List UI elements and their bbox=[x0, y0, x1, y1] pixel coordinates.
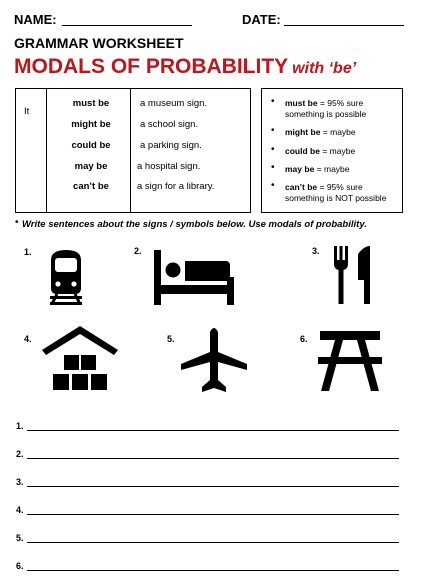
note-item: could be = maybe bbox=[285, 146, 356, 156]
answer-number: 3. bbox=[16, 477, 24, 487]
table-divider-2 bbox=[130, 88, 131, 213]
note-item: may be = maybe bbox=[285, 164, 350, 174]
date-field[interactable] bbox=[284, 25, 404, 26]
sign-number: 1. bbox=[24, 247, 32, 257]
answer-line[interactable] bbox=[27, 542, 399, 543]
fork-knife-icon bbox=[334, 246, 372, 306]
bullet-icon: • bbox=[271, 125, 275, 136]
note-item: must be = 95% sure something is possible bbox=[285, 98, 367, 119]
worksheet-title: GRAMMAR WORKSHEET bbox=[14, 35, 184, 51]
answer-line[interactable] bbox=[27, 514, 399, 515]
name-label: NAME: bbox=[14, 12, 57, 27]
answer-number: 2. bbox=[16, 449, 24, 459]
bullet-icon: • bbox=[15, 217, 19, 228]
answer-number: 5. bbox=[16, 533, 24, 543]
table-modal: could be bbox=[71, 140, 111, 151]
table-sentence: a school sign. bbox=[140, 119, 199, 130]
table-modal: may be bbox=[74, 161, 108, 172]
note-item: can’t be = 95% sure something is NOT possible bbox=[285, 182, 387, 203]
answer-number: 1. bbox=[16, 421, 24, 431]
instruction: Write sentences about the signs / symbols below. Use modals of probability. bbox=[22, 219, 367, 230]
sign-number: 4. bbox=[24, 334, 32, 344]
table-sentence: a hospital sign. bbox=[137, 161, 201, 172]
table-sentence: a parking sign. bbox=[140, 140, 202, 151]
warehouse-icon bbox=[42, 326, 118, 394]
answer-line[interactable] bbox=[27, 430, 399, 431]
table-sentence: a museum sign. bbox=[140, 98, 208, 109]
table-subject: It bbox=[24, 106, 30, 117]
sign-number: 5. bbox=[167, 334, 175, 344]
answer-line[interactable] bbox=[27, 486, 399, 487]
airplane-icon bbox=[180, 324, 248, 394]
picnic-table-icon bbox=[318, 331, 382, 393]
answer-line[interactable] bbox=[27, 570, 399, 571]
answer-number: 6. bbox=[16, 561, 24, 571]
bullet-icon: • bbox=[271, 180, 275, 191]
sign-number: 2. bbox=[134, 246, 142, 256]
table-modal: might be bbox=[71, 119, 111, 130]
table-sentence: a sign for a library. bbox=[137, 181, 215, 192]
note-item: might be = maybe bbox=[285, 127, 356, 137]
sign-number: 6. bbox=[300, 334, 308, 344]
table-modal: can’t be bbox=[73, 181, 109, 192]
name-field[interactable] bbox=[62, 25, 192, 26]
train-icon bbox=[45, 248, 87, 306]
table-modal: must be bbox=[72, 98, 110, 109]
main-title-suffix: with ‘be’ bbox=[292, 60, 357, 77]
date-label: DATE: bbox=[242, 12, 281, 27]
answer-line[interactable] bbox=[27, 458, 399, 459]
table-divider-1 bbox=[46, 88, 47, 213]
sign-number: 3. bbox=[312, 246, 320, 256]
modals-table bbox=[15, 88, 251, 213]
main-title bbox=[14, 55, 356, 79]
bed-icon bbox=[154, 250, 234, 306]
bullet-icon: • bbox=[271, 162, 275, 173]
main-title-text: MODALS OF PROBABILITY bbox=[14, 55, 289, 78]
bullet-icon: • bbox=[271, 144, 275, 155]
bullet-icon: • bbox=[271, 96, 275, 107]
answer-number: 4. bbox=[16, 505, 24, 515]
